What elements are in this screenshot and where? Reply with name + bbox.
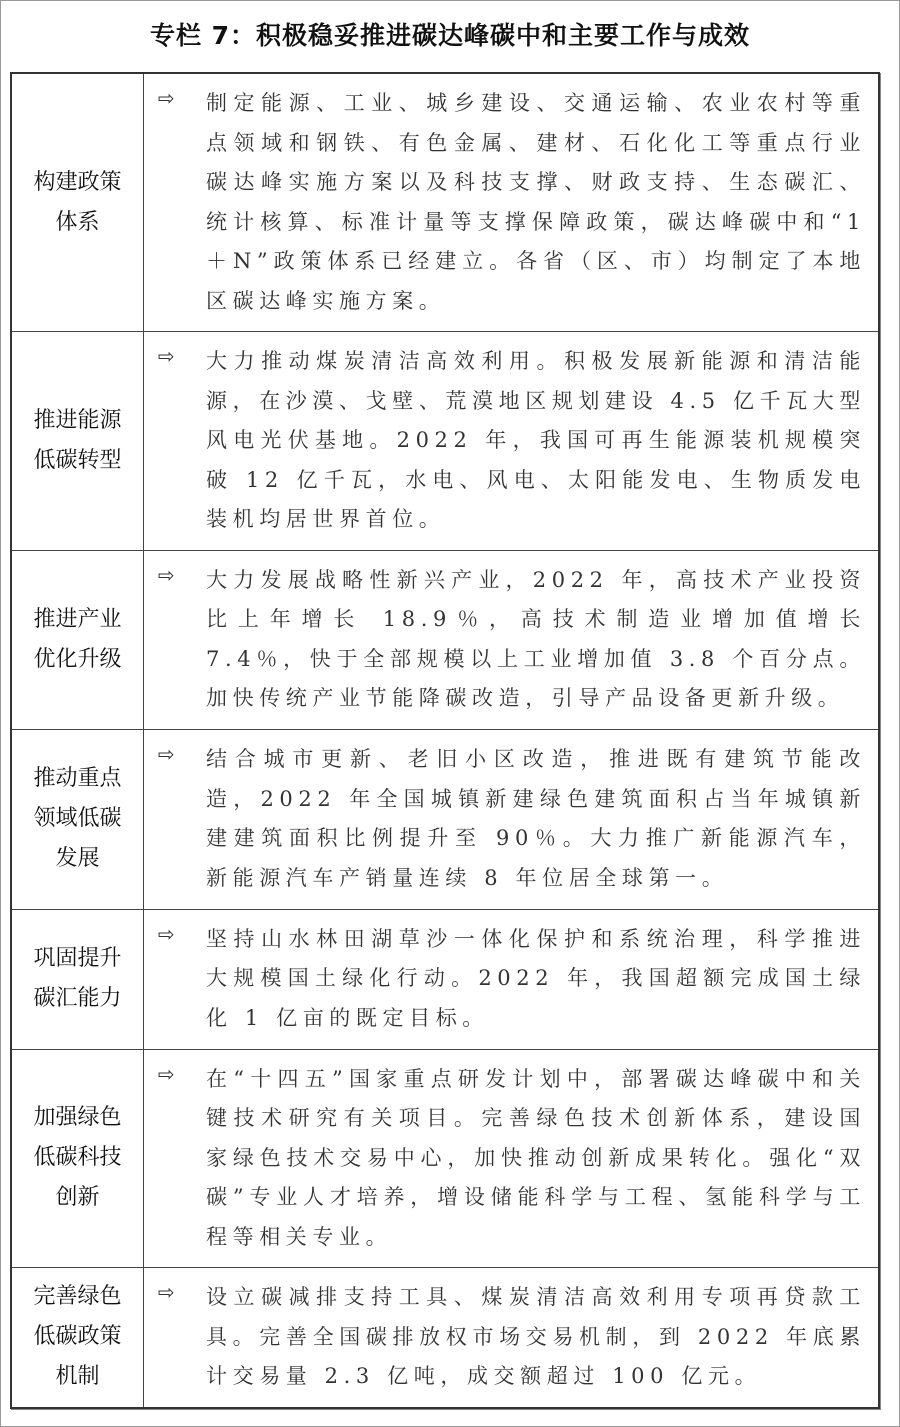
row-text: 大力推动煤炭清洁高效利用。积极发展新能源和清洁能源，在沙漠、戈壁、荒漠地区规划建设 4.5 亿千瓦大型风电光伏基地。2022 年，我国可再生能源装机规模突破 12 亿千瓦，水电、风电、太阳能发电、生物质发电装机均居世界首位。 — [206, 349, 866, 531]
hollow-arrow-bullet-icon: ⇨ — [158, 344, 175, 368]
row-content-cell — [144, 909, 880, 1049]
hollow-arrow-bullet-icon: ⇨ — [158, 562, 175, 587]
row-text: 设立碳减排支持工具、煤炭清洁高效利用专项再贷款工具。完善全国碳排放权市场交易机制，到 2022 年底累计交易量 2.3 亿吨，成交额超过 100 亿元。 — [206, 1285, 866, 1388]
row-label: 巩固提升碳汇能力 — [33, 946, 122, 1011]
table-row — [11, 909, 879, 1049]
table-row — [11, 1049, 879, 1268]
row-label: 推进能源低碳转型 — [33, 407, 122, 473]
row-content-cell — [144, 1049, 880, 1268]
row-label-cell — [11, 332, 144, 551]
row-text: 在“十四五”国家重点研发计划中，部署碳达峰碳中和关键技术研究有关项目。完善绿色技术创新体系，建设国家绿色技术交易中心，加快推动创新成果转化。强化“双碳”专业人才培养，增设储能科学与工程、氢能科学与工程等相关专业。 — [206, 1066, 866, 1249]
row-label: 推进产业优化升级 — [33, 606, 122, 672]
column-title: 专栏 7：积极稳妥推进碳达峰碳中和主要工作与成效 — [149, 21, 751, 50]
row-content-cell — [144, 729, 880, 909]
row-label: 完善绿色低碳政策机制 — [33, 1284, 122, 1390]
row-label-cell — [11, 1049, 144, 1268]
table-row — [11, 729, 879, 909]
hollow-arrow-bullet-icon: ⇨ — [158, 921, 175, 946]
row-content-cell — [144, 73, 880, 332]
row-label-cell — [11, 729, 144, 909]
row-label-cell — [11, 550, 144, 729]
row-label-cell — [11, 909, 144, 1049]
table-row — [11, 73, 879, 332]
row-label: 推动重点领域低碳发展 — [33, 766, 122, 871]
row-label: 加强绿色低碳科技创新 — [33, 1105, 122, 1211]
row-text: 大力发展战略性新兴产业，2022 年，高技术产业投资比上年增长 18.9％，高技术制造业增加值增长 7.4％，快于全部规模以上工业增加值 3.8 个百分点。加快传统产业节能降碳改造，引导产品设备更新升级。 — [206, 567, 866, 710]
table-row — [11, 1268, 879, 1408]
table-row — [11, 550, 879, 729]
row-label-cell — [11, 1268, 144, 1408]
achievements-table — [10, 72, 880, 1409]
row-text: 坚持山水林田湖草沙一体化保护和系统治理，科学推进大规模国土绿化行动。2022 年，我国超额完成国土绿化 1 亿亩的既定目标。 — [206, 926, 866, 1030]
row-content-cell — [144, 332, 880, 551]
hollow-arrow-bullet-icon: ⇨ — [158, 741, 175, 766]
hollow-arrow-bullet-icon: ⇨ — [158, 86, 175, 110]
hollow-arrow-bullet-icon: ⇨ — [158, 1061, 175, 1086]
table-row — [11, 332, 879, 551]
row-text: 结合城市更新、老旧小区改造，推进既有建筑节能改造，2022 年全国城镇新建绿色建筑面积占当年城镇新建建筑面积比例提升至 90％。大力推广新能源汽车，新能源汽车产销量连续 8 年位居全球第一。 — [206, 747, 866, 890]
row-label-cell — [11, 73, 144, 332]
row-text: 制定能源、工业、城乡建设、交通运输、农业农村等重点领域和钢铁、有色金属、建材、石化化工等重点行业碳达峰实施方案以及科技支撑、财政支持、生态碳汇、统计核算、标准计量等支撑保障政策，碳达峰碳中和“1＋N”政策体系已经建立。各省（区、市）均制定了本地区碳达峰实施方案。 — [206, 91, 866, 313]
hollow-arrow-bullet-icon: ⇨ — [158, 1280, 175, 1304]
row-content-cell — [144, 550, 880, 729]
row-label: 构建政策体系 — [33, 169, 122, 235]
row-content-cell — [144, 1268, 880, 1408]
